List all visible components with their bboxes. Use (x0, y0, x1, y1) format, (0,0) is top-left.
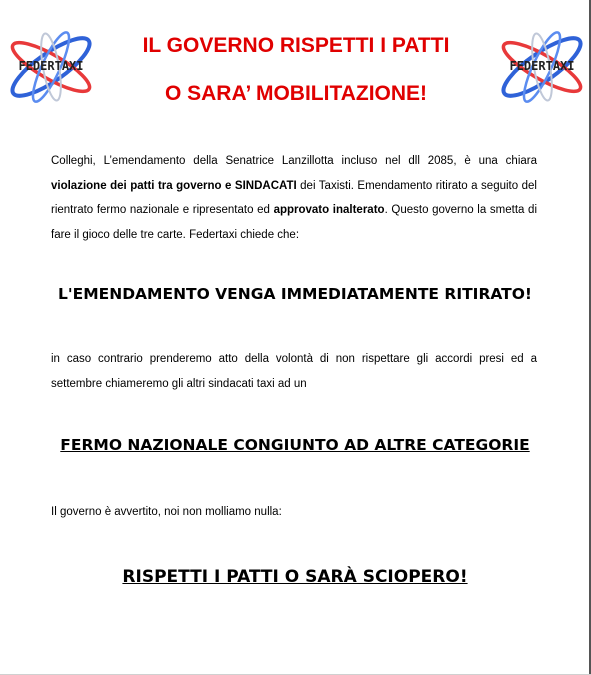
intro-text-1: Colleghi, L’emendamento della Senatrice Lanzillotta incluso nel dll 2085, è una chiara (51, 155, 537, 167)
logo-text: FEDERTAXI (18, 59, 84, 73)
headline-line-2: O SARA’ MOBILITAZIONE! (164, 82, 428, 105)
federtaxi-logo-left (2, 24, 100, 110)
intro-text-3: . Questo governo la smetta di fare il gioco delle tre carte. Federtaxi chiede che: (51, 204, 537, 241)
intro-text-2: dei Taxisti. Emendamento ritirato a seguito del rientrato fermo nazionale e ripresentato ed (51, 179, 537, 216)
closing-paragraph: Il governo è avvertito, noi non molliamo nulla: (51, 506, 282, 518)
federtaxi-logo-right (493, 24, 591, 110)
final-banner: RISPETTI I PATTI O SARÀ SCIOPERO! (122, 567, 468, 587)
warning-paragraph: in caso contrario prenderemo atto della volontà di non rispettare gli accordi presi ed a settembre chiameremo gli altri sindacati taxi ad un (51, 353, 537, 390)
headline-line-1: IL GOVERNO RISPETTI I PATTI (142, 34, 450, 57)
demand-banner: L'EMENDAMENTO VENGA IMMEDIATAMENTE RITIRATO! (58, 285, 532, 303)
logo-text: FEDERTAXI (509, 59, 575, 73)
intro-paragraph (51, 149, 537, 247)
intro-bold-1: violazione dei patti tra governo e SINDACATI (51, 179, 297, 192)
intro-bold-2: approvato inalterato (273, 204, 385, 216)
strike-banner: FERMO NAZIONALE CONGIUNTO AD ALTRE CATEGORIE (60, 436, 530, 454)
